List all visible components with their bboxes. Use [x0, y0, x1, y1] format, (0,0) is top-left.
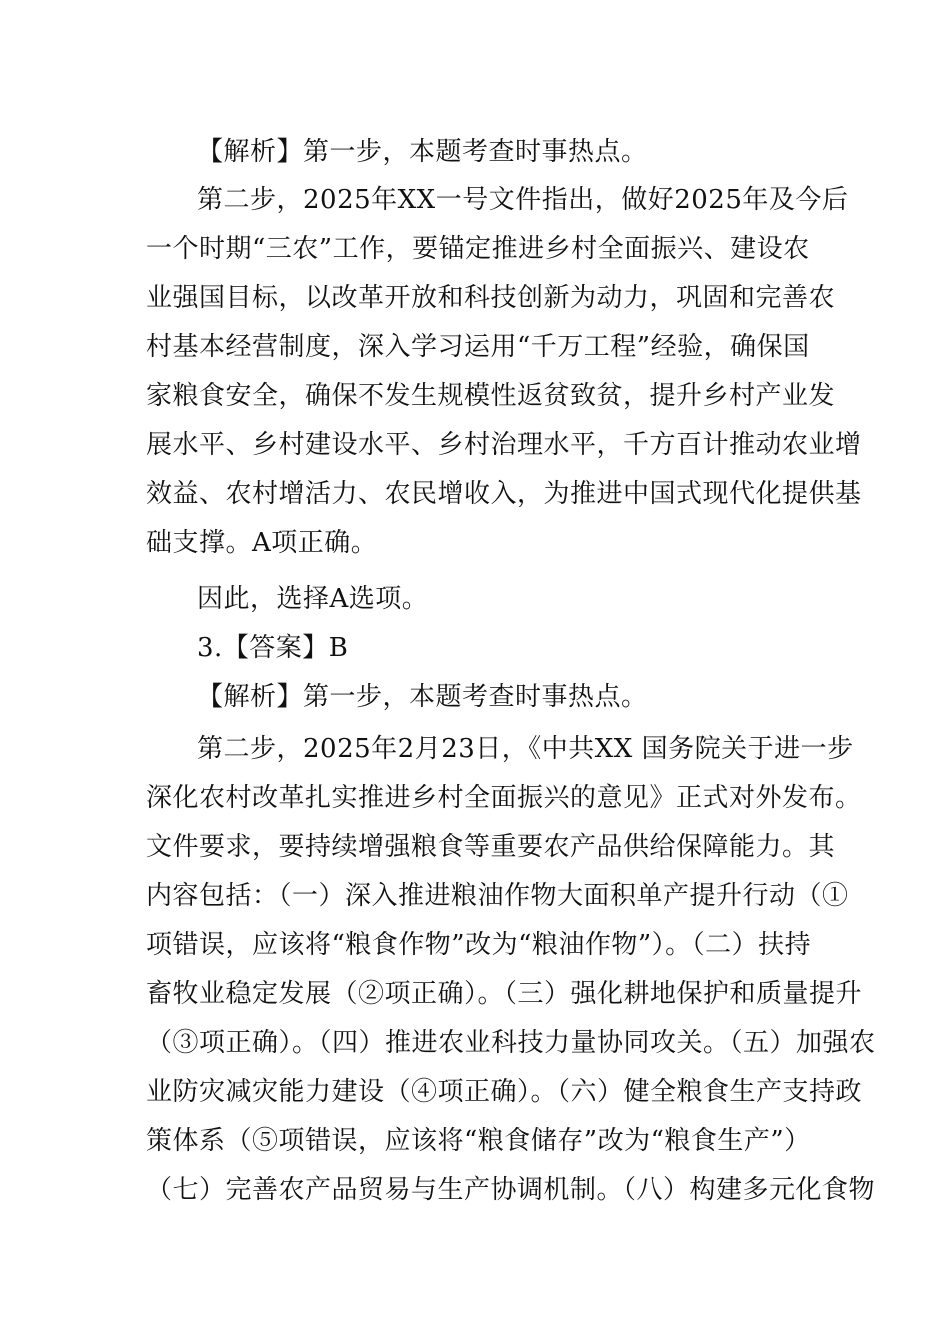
- paragraph-line: 业强国目标，以改革开放和科技创新为动力，巩固和完善农: [146, 283, 836, 313]
- paragraph-line: 项错误，应该将“粮食作物”改为“粮油作物”）。（二）扶持: [146, 930, 812, 960]
- paragraph-line: （七）完善农产品贸易与生产协调机制。（八）构建多元化食物: [146, 1175, 876, 1205]
- paragraph-line: 【解析】第一步，本题考查时事热点。: [197, 682, 648, 712]
- paragraph-line: 【解析】第一步，本题考查时事热点。: [197, 137, 648, 167]
- paragraph-line: 第二步，2025年XX一号文件指出，做好2025年及今后: [197, 185, 849, 215]
- paragraph-line: 策体系（⑤项错误，应该将“粮食储存”改为“粮食生产”）: [146, 1126, 811, 1156]
- paragraph-line: 一个时期“三农”工作，要锚定推进乡村全面振兴、建设农: [146, 234, 810, 264]
- paragraph-line: 深化农村改革扎实推进乡村全面振兴的意见》正式对外发布。: [146, 783, 862, 813]
- paragraph-line: （③项正确）。（四）推进农业科技力量协同攻关。（五）加强农: [146, 1028, 876, 1058]
- paragraph-line: 村基本经营制度，深入学习运用“千万工程”经验，确保国: [146, 332, 810, 362]
- paragraph-line: 家粮食安全，确保不发生规模性返贫致贫，提升乡村产业发: [146, 381, 836, 411]
- paragraph-line: 业防灾减灾能力建设（④项正确）。（六）健全粮食生产支持政: [146, 1077, 863, 1107]
- answer-heading: 3.【答案】B: [197, 633, 349, 663]
- paragraph-line: 因此，选择A选项。: [197, 584, 429, 614]
- paragraph-line: 础支撑。A项正确。: [146, 528, 378, 558]
- paragraph-line: 内容包括：（一）深入推进粮油作物大面积单产提升行动（①: [146, 881, 849, 911]
- paragraph-line: 效益、农村增活力、农民增收入，为推进中国式现代化提供基: [146, 479, 862, 509]
- paragraph-line: 第二步，2025年2月23日，《中共XX 国务院关于进一步: [197, 734, 854, 764]
- paragraph-line: 文件要求，要持续增强粮食等重要农产品供给保障能力。其: [146, 832, 836, 862]
- paragraph-line: 畜牧业稳定发展（②项正确）。（三）强化耕地保护和质量提升: [146, 979, 863, 1009]
- paragraph-line: 展水平、乡村建设水平、乡村治理水平，千方百计推动农业增: [146, 430, 862, 460]
